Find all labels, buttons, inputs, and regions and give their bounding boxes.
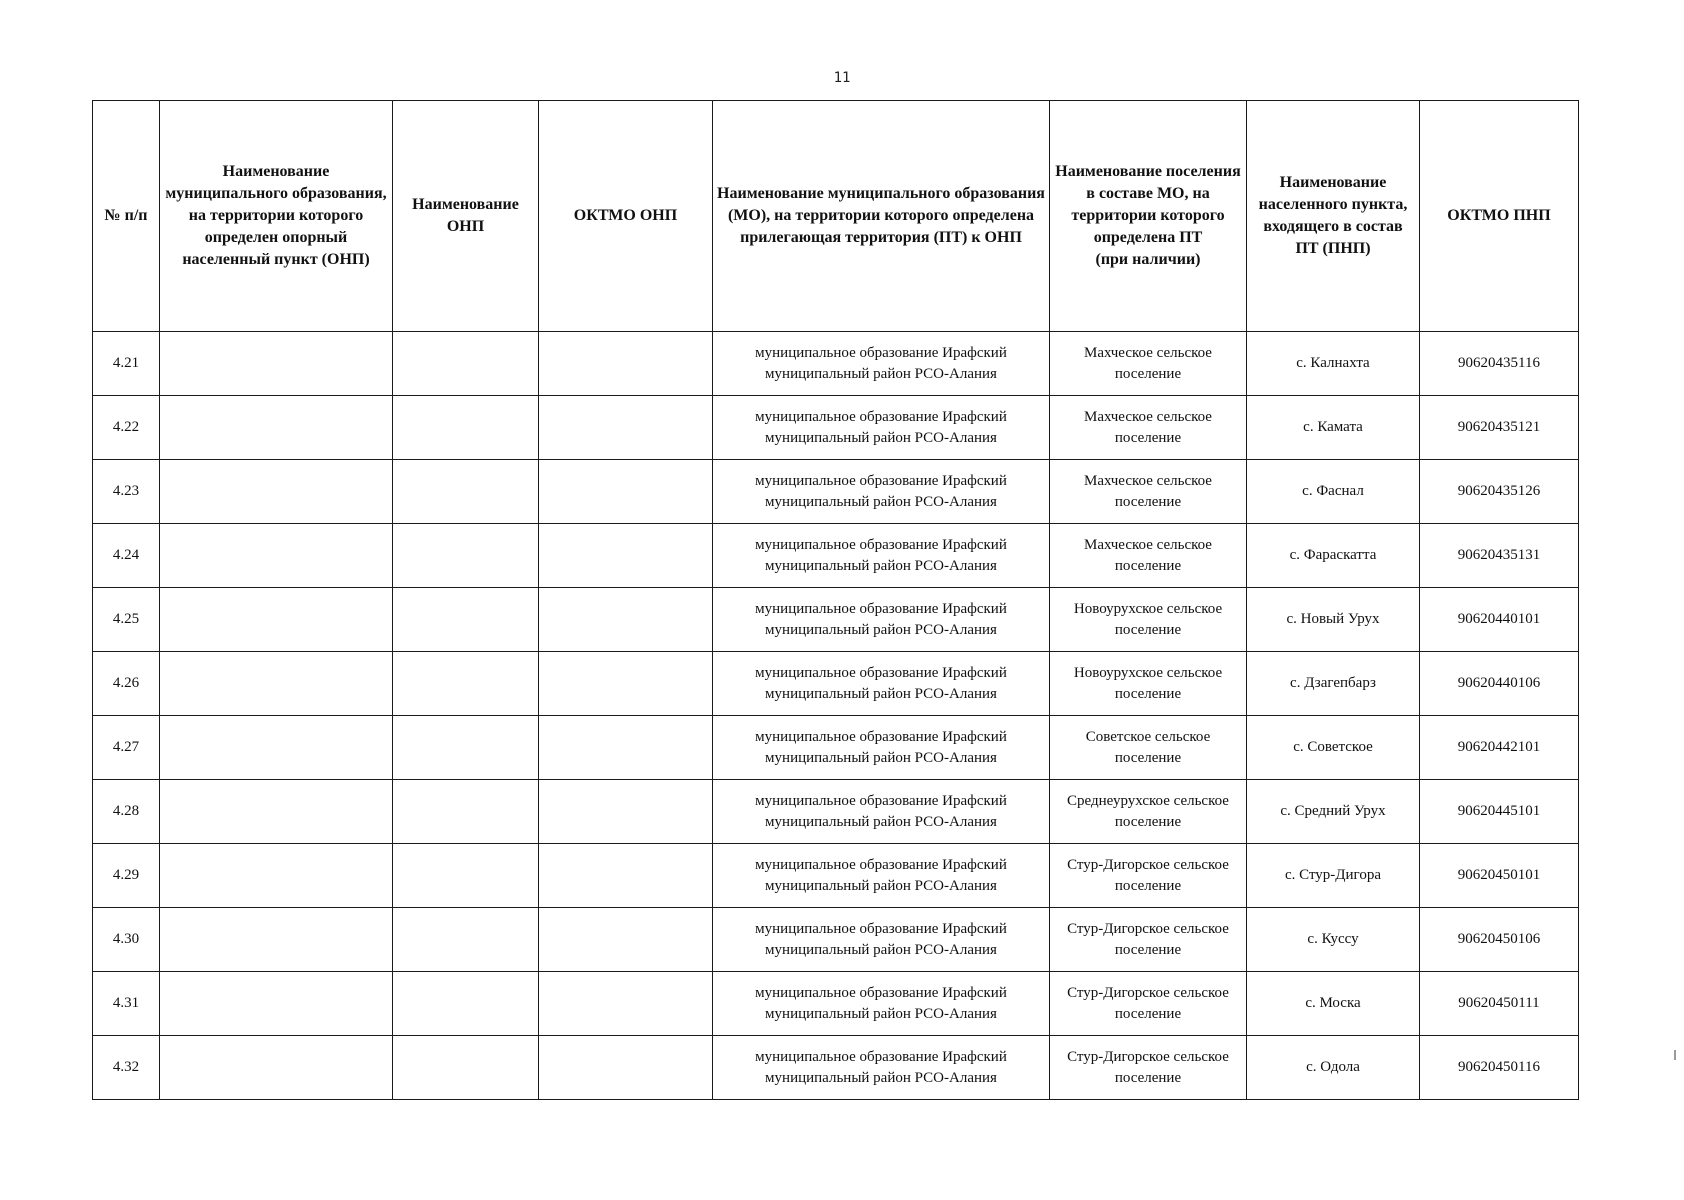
cell-settlement: Новоурухское сельское поселение	[1050, 588, 1247, 652]
cell-mo-onp	[160, 588, 393, 652]
cell-oktmo-pnp: 90620435116	[1420, 332, 1579, 396]
cell-oktmo-pnp: 90620440106	[1420, 652, 1579, 716]
cell-mo-pt: муниципальное образование Ирафский муниципальный район РСО-Алания	[713, 652, 1050, 716]
cell-settlement: Стур-Дигорское сельское поселение	[1050, 1036, 1247, 1100]
cell-mo-onp	[160, 972, 393, 1036]
cell-settlement: Стур-Дигорское сельское поселение	[1050, 972, 1247, 1036]
cell-mo-onp	[160, 652, 393, 716]
cell-mo-onp	[160, 460, 393, 524]
table-row	[93, 972, 1579, 1036]
table-row	[93, 460, 1579, 524]
cell-settlement: Новоурухское сельское поселение	[1050, 652, 1247, 716]
header-settlement	[1050, 101, 1247, 332]
cell-onp-name	[393, 716, 539, 780]
cell-mo-onp	[160, 1036, 393, 1100]
cell-pnp-name: с. Средний Урух	[1247, 780, 1420, 844]
cell-oktmo-onp	[539, 716, 713, 780]
cell-oktmo-pnp: 90620450111	[1420, 972, 1579, 1036]
cell-oktmo-onp	[539, 780, 713, 844]
cell-num: 4.28	[93, 780, 160, 844]
cell-settlement: Советское сельское поселение	[1050, 716, 1247, 780]
header-pnp-name: Наименование населенного пункта, входящего в состав ПТ (ПНП)	[1247, 101, 1420, 332]
cell-mo-onp	[160, 716, 393, 780]
cell-pnp-name: с. Калнахта	[1247, 332, 1420, 396]
cell-pnp-name: с. Моска	[1247, 972, 1420, 1036]
cell-onp-name	[393, 1036, 539, 1100]
cell-mo-pt: муниципальное образование Ирафский муниципальный район РСО-Алания	[713, 972, 1050, 1036]
cell-pnp-name: с. Стур-Дигора	[1247, 844, 1420, 908]
table-body	[93, 332, 1579, 1100]
cell-num: 4.31	[93, 972, 160, 1036]
cell-onp-name	[393, 908, 539, 972]
cell-oktmo-pnp: 90620445101	[1420, 780, 1579, 844]
cell-pnp-name: с. Новый Урух	[1247, 588, 1420, 652]
cell-oktmo-pnp: 90620440101	[1420, 588, 1579, 652]
cell-settlement: Махческое сельское поселение	[1050, 332, 1247, 396]
cell-mo-onp	[160, 396, 393, 460]
cell-mo-pt: муниципальное образование Ирафский муниципальный район РСО-Алания	[713, 396, 1050, 460]
cell-num: 4.32	[93, 1036, 160, 1100]
cell-oktmo-onp	[539, 1036, 713, 1100]
cell-oktmo-onp	[539, 908, 713, 972]
header-oktmo-pnp: ОКТМО ПНП	[1420, 101, 1579, 332]
cell-mo-pt: муниципальное образование Ирафский муниципальный район РСО-Алания	[713, 716, 1050, 780]
cell-onp-name	[393, 332, 539, 396]
header-num: № п/п	[93, 101, 160, 332]
cell-mo-pt: муниципальное образование Ирафский муниципальный район РСО-Алания	[713, 588, 1050, 652]
cell-oktmo-onp	[539, 524, 713, 588]
cell-oktmo-onp	[539, 588, 713, 652]
scan-edge-mark	[1674, 1050, 1676, 1060]
cell-oktmo-onp	[539, 652, 713, 716]
table-row	[93, 780, 1579, 844]
table-row	[93, 844, 1579, 908]
header-row	[93, 101, 1579, 332]
cell-num: 4.25	[93, 588, 160, 652]
cell-pnp-name: с. Дзагепбарз	[1247, 652, 1420, 716]
cell-onp-name	[393, 780, 539, 844]
cell-settlement: Махческое сельское поселение	[1050, 460, 1247, 524]
cell-oktmo-pnp: 90620450116	[1420, 1036, 1579, 1100]
header-settlement-note: (при наличии)	[1095, 251, 1201, 268]
header-oktmo-onp: ОКТМО ОНП	[539, 101, 713, 332]
cell-mo-onp	[160, 908, 393, 972]
cell-num: 4.23	[93, 460, 160, 524]
cell-oktmo-onp	[539, 972, 713, 1036]
cell-pnp-name: с. Фараскатта	[1247, 524, 1420, 588]
table-row	[93, 524, 1579, 588]
settlements-table	[92, 100, 1579, 1100]
table-row	[93, 716, 1579, 780]
cell-mo-pt: муниципальное образование Ирафский муниципальный район РСО-Алания	[713, 780, 1050, 844]
cell-settlement: Махческое сельское поселение	[1050, 396, 1247, 460]
cell-onp-name	[393, 588, 539, 652]
cell-oktmo-pnp: 90620442101	[1420, 716, 1579, 780]
table-row	[93, 588, 1579, 652]
header-mo-pt: Наименование муниципального образования (МО), на территории которого определена прилегающая территория (ПТ) к ОНП	[713, 101, 1050, 332]
cell-num: 4.29	[93, 844, 160, 908]
cell-onp-name	[393, 972, 539, 1036]
cell-mo-onp	[160, 780, 393, 844]
cell-mo-onp	[160, 332, 393, 396]
cell-mo-pt: муниципальное образование Ирафский муниципальный район РСО-Алания	[713, 908, 1050, 972]
cell-num: 4.27	[93, 716, 160, 780]
cell-pnp-name: с. Куссу	[1247, 908, 1420, 972]
cell-oktmo-onp	[539, 460, 713, 524]
cell-settlement: Стур-Дигорское сельское поселение	[1050, 844, 1247, 908]
cell-oktmo-pnp: 90620435121	[1420, 396, 1579, 460]
cell-onp-name	[393, 460, 539, 524]
cell-onp-name	[393, 844, 539, 908]
table-header	[93, 101, 1579, 332]
cell-oktmo-pnp: 90620450106	[1420, 908, 1579, 972]
cell-num: 4.26	[93, 652, 160, 716]
page-number: 11	[833, 70, 851, 86]
cell-pnp-name: с. Фаснал	[1247, 460, 1420, 524]
cell-onp-name	[393, 396, 539, 460]
cell-mo-onp	[160, 844, 393, 908]
cell-pnp-name: с. Камата	[1247, 396, 1420, 460]
cell-pnp-name: с. Одола	[1247, 1036, 1420, 1100]
table-row	[93, 332, 1579, 396]
table-row	[93, 652, 1579, 716]
cell-mo-pt: муниципальное образование Ирафский муниципальный район РСО-Алания	[713, 1036, 1050, 1100]
cell-onp-name	[393, 524, 539, 588]
cell-settlement: Среднеурухское сельское поселение	[1050, 780, 1247, 844]
cell-num: 4.21	[93, 332, 160, 396]
cell-num: 4.24	[93, 524, 160, 588]
cell-settlement: Стур-Дигорское сельское поселение	[1050, 908, 1247, 972]
cell-oktmo-pnp: 90620435126	[1420, 460, 1579, 524]
cell-oktmo-onp	[539, 332, 713, 396]
table-row	[93, 908, 1579, 972]
cell-oktmo-pnp: 90620450101	[1420, 844, 1579, 908]
cell-mo-pt: муниципальное образование Ирафский муниципальный район РСО-Алания	[713, 460, 1050, 524]
cell-mo-onp	[160, 524, 393, 588]
cell-mo-pt: муниципальное образование Ирафский муниципальный район РСО-Алания	[713, 332, 1050, 396]
header-onp-name: Наименование ОНП	[393, 101, 539, 332]
header-mo-onp: Наименование муниципального образования, на территории которого определен опорный населенный пункт (ОНП)	[160, 101, 393, 332]
header-settlement-main: Наименование поселения в составе МО, на территории которого определена ПТ	[1055, 163, 1241, 246]
cell-oktmo-onp	[539, 396, 713, 460]
cell-mo-pt: муниципальное образование Ирафский муниципальный район РСО-Алания	[713, 524, 1050, 588]
cell-mo-pt: муниципальное образование Ирафский муниципальный район РСО-Алания	[713, 844, 1050, 908]
cell-onp-name	[393, 652, 539, 716]
table-row	[93, 1036, 1579, 1100]
cell-settlement: Махческое сельское поселение	[1050, 524, 1247, 588]
cell-pnp-name: с. Советское	[1247, 716, 1420, 780]
cell-num: 4.22	[93, 396, 160, 460]
table-row	[93, 396, 1579, 460]
cell-num: 4.30	[93, 908, 160, 972]
cell-oktmo-onp	[539, 844, 713, 908]
cell-oktmo-pnp: 90620435131	[1420, 524, 1579, 588]
